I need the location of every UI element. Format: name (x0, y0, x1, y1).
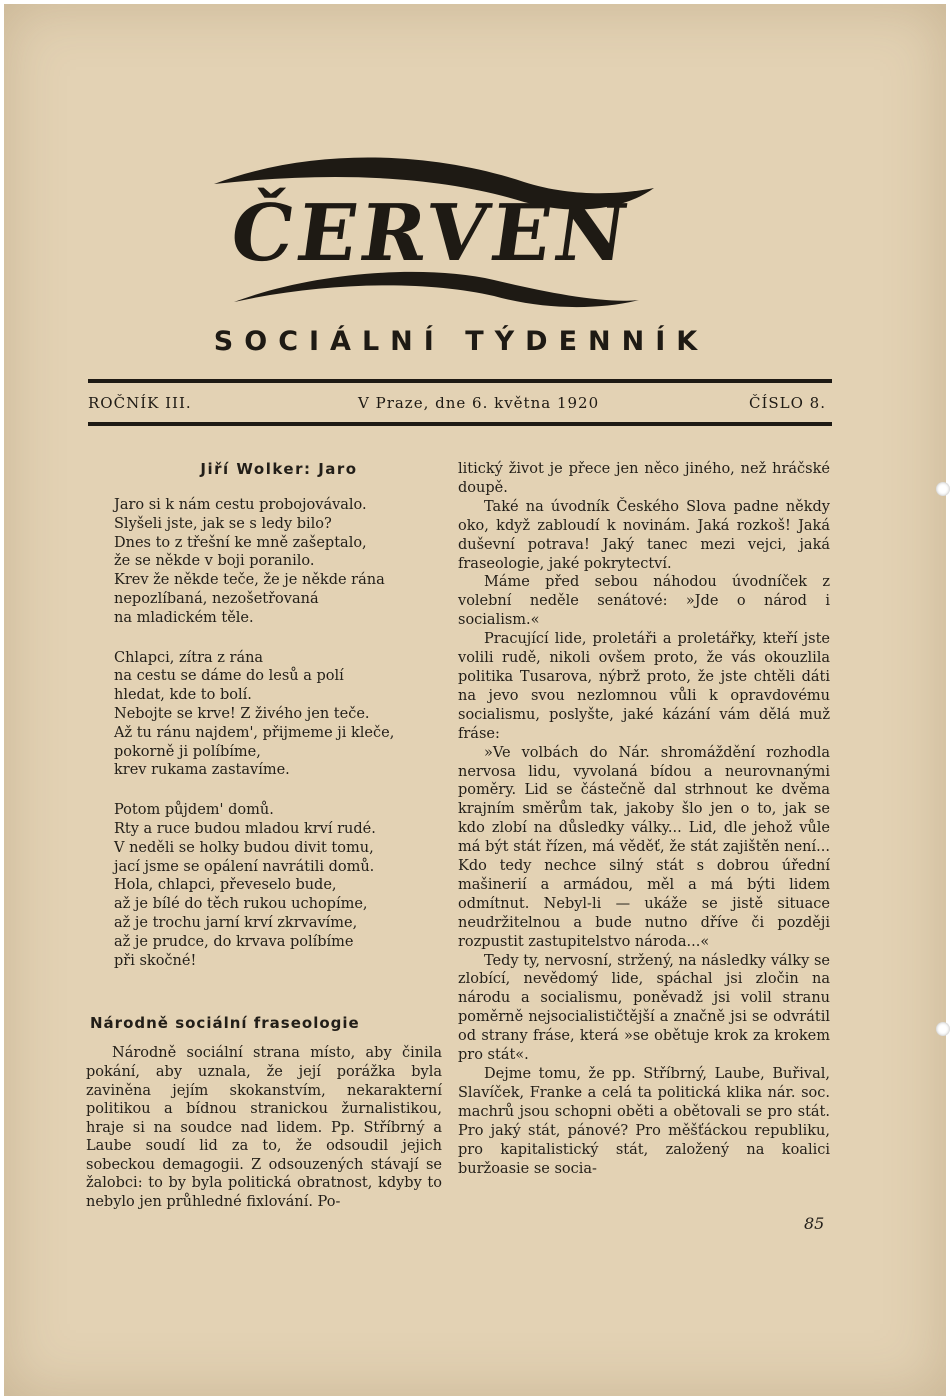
volume-label: ROČNÍK III. (88, 394, 192, 412)
header-rule-top (88, 379, 832, 383)
poem-line: Krev že někde teče, že je někde rána (114, 572, 385, 589)
poem-line: až je trochu jarní krví zkrvavíme, (114, 914, 358, 931)
article-paragraph: litický život je přece jen něco jiného, než hráčské doupě. (458, 461, 830, 496)
right-column (458, 460, 830, 1178)
article-title: Národně sociální fraseologie (90, 1014, 360, 1033)
poem-stanza (114, 649, 442, 781)
poem-line: při skočné! (114, 952, 197, 969)
poem-line: V neděli se holky budou divit tomu, (114, 839, 374, 856)
poem-line: až je prudce, do krvava políbíme (114, 933, 354, 950)
article-paragraph: Také na úvodník Českého Slova padne někdy oko, když zabloudí k novinám. Jaká rozkoš! Jaká duševní potrava! Jaký tanec mezi vejci, jaká fraseologie, jaké pokrytectví. (458, 498, 830, 572)
header-rule-bottom (88, 422, 832, 426)
poem-line: Slyšeli jste, jak se s ledy bilo? (114, 515, 332, 532)
dateline: V Praze, dne 6. května 1920 (358, 394, 600, 412)
poem-stanza (114, 496, 442, 628)
poem-line: Nebojte se krve! Z živého jen teče. (114, 705, 370, 722)
poem-line: pokorně ji políbíme, (114, 743, 261, 760)
article-quote: »Ve volbách do Nár. shromáždění rozhodla nervosa lidu, vyvolaná bídou a neurovnanými poměry. Lid se částečně dal strhnout ke dvěma krajním směrům tak, jakoby šlo jen o to, jak se kdo zlobí na důsledky války... Lid, dle jehož vůle má být stát řízen, má věděť, že stát zajištěn není... Kdo tedy nechce silný stát s dobrou úřední mašinerií a armádou, měl a má býti lidem odmítnut. Nebyl-li — ukáže se jistě situace neudržitelnou a bude nutno dříve či později rozpustit zastupitelstvo národa...« (458, 744, 830, 950)
article-paragraph: Máme před sebou náhodou úvodníček z volební neděle senátové: »Jde o národ i socialism.« (458, 574, 830, 629)
punch-hole (936, 1022, 950, 1036)
poem-stanza (114, 801, 442, 970)
page-number: 85 (804, 1214, 825, 1233)
poem-line: Rty a ruce budou mladou krví rudé. (114, 820, 376, 837)
masthead-title: ČERVEN (225, 187, 637, 279)
poem-line: že se někde v boji poranilo. (114, 553, 315, 570)
article-paragraph: Pracující lide, proletáři a proletářky, kteří jste volili rudě, nikoli ovšem proto, že vás okouzlila politika Tusarova, nýbrž proto, že jste chtěli dáti na jevo svou nezlomnou vůli k opravdovému socialismu, poslyšte, jaké kázání vám dělá muž frásе: (458, 631, 830, 742)
poem-line: Jaro si k nám cestu probojovávalo. (114, 497, 367, 513)
poem-title: Jiří Wolker: Jaro (200, 460, 358, 478)
punch-hole (936, 482, 950, 496)
poem-line: Dnes to z třešní ke mně zašeptalo, (114, 534, 367, 551)
masthead-subtitle: SOCIÁLNÍ TÝDENNÍK (213, 326, 709, 357)
poem-line: hledat, kde to bolí. (114, 687, 252, 704)
poem-line: Chlapci, zítra z rána (114, 649, 264, 666)
poem-line: až je bílé do těch rukou uchopíme, (114, 896, 368, 913)
masthead-logo (194, 154, 664, 314)
newspaper-page (4, 4, 946, 1396)
article-paragraph: Dejme tomu, že pp. Stříbrný, Laube, Buřival, Slavíček, Franke a celá ta politická klika nár. soc. machrů jsou schopni oběti a obětovali se pro stát. Pro jaký stát, pánové? Pro měšťáckou republiku, pro kapitalistický stát, založený na koalici buržoasie se socia- (458, 1066, 830, 1177)
poem-line: nepozlíbaná, nezošetřovaná (114, 590, 319, 607)
poem-line: na cestu se dáme do lesů a polí (114, 668, 344, 685)
poem-line: Až tu ránu najdem', přijmeme ji klečе, (114, 724, 395, 741)
issue-line (88, 390, 832, 418)
left-column (86, 456, 442, 1212)
poem-line: na mladickém těle. (114, 609, 254, 626)
poem-line: Potom půjdem' domů. (114, 802, 274, 819)
article-paragraph: Tedy ty, nervosní, stržený, na následky války se zlobící, nevědomý lide, spáchal jsi zločin na národu a socialismu, poněvadž jsi volil stranu poměrně nejsocialističtější a značně jsi se odvrátil od strany fráse, která »se obětuje krok za krokem pro stát«. (458, 952, 830, 1064)
poem-line: Hola, chlapci, převeselo bude, (114, 877, 337, 894)
issue-number: ČÍSLO 8. (748, 394, 826, 412)
poem-line: jací jsme se opálení navrátili domů. (114, 858, 375, 875)
poem-line: krev rukama zastavíme. (114, 762, 290, 779)
article-paragraph: Národně sociální strana místo, aby činila pokání, aby uznala, že její porážka byla zaviněna jejím skokanstvím, nekarakterní politikou a bídnou stranickou žurnalistikou, hraje si na soudce nad lidem. Pp. Stříbrný a Laube soudí lid za to, že odsoudil jejich sobeckou demagogii. Z odsouzených stávají se žalobci: to by byla politická obratnost, kdyby to nebylo jen průhledné fixlování. Po- (86, 1045, 442, 1211)
